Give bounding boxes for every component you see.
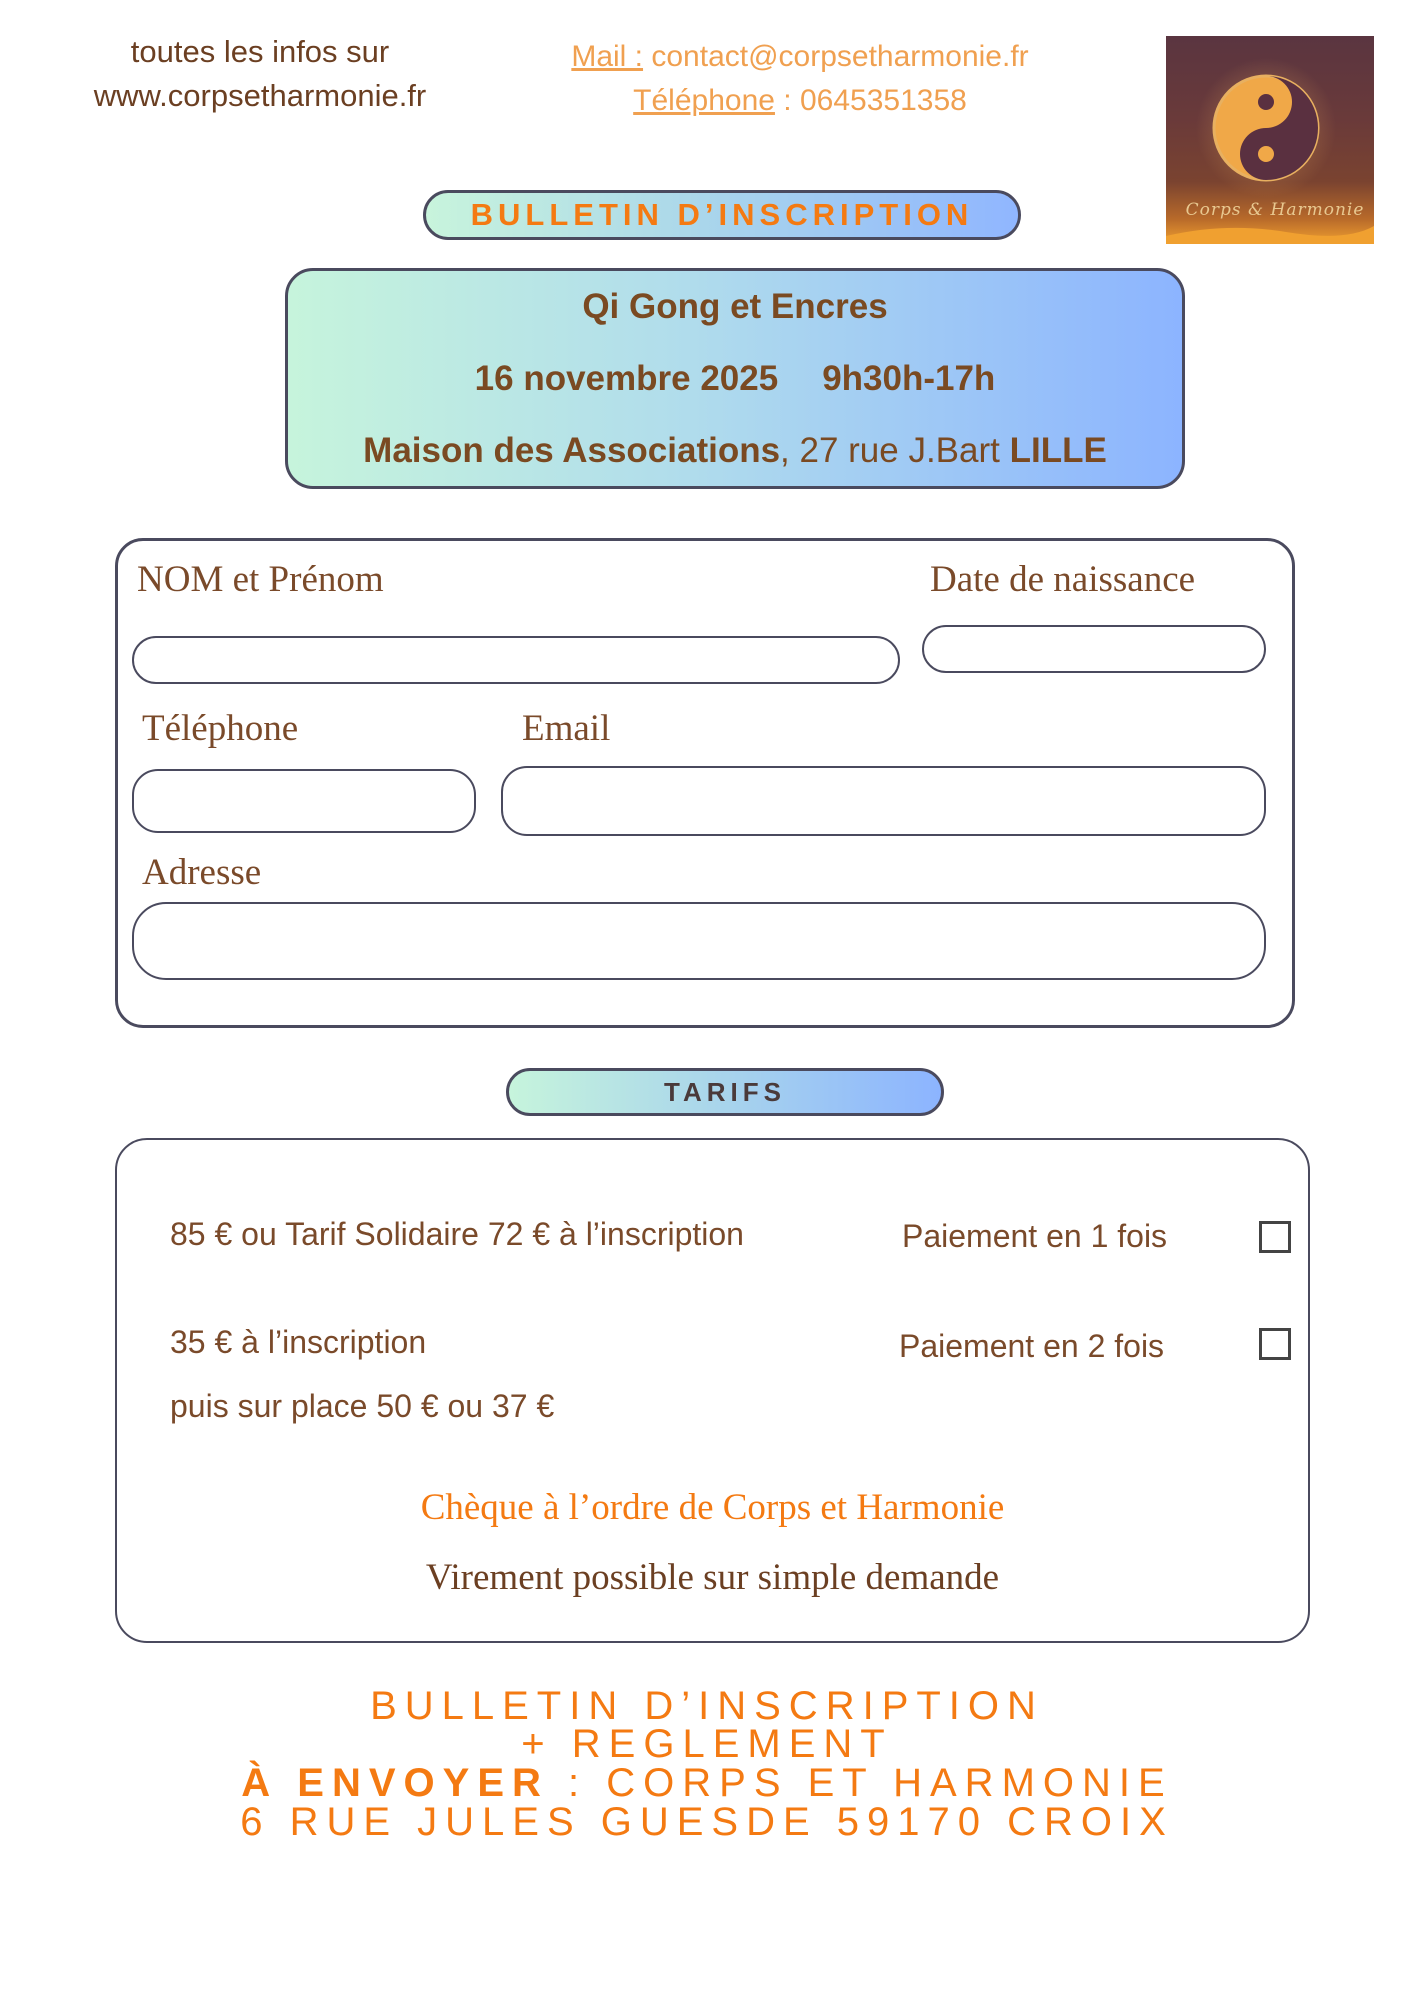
event-info-box: [285, 268, 1185, 489]
event-venue: Maison des Associations: [363, 431, 781, 470]
phone-line: [490, 84, 1110, 118]
mail-value[interactable]: contact@corpsetharmonie.fr: [643, 40, 1029, 73]
event-time: 9h30h-17h: [822, 359, 996, 398]
mail-line: [490, 40, 1110, 74]
email-input[interactable]: [501, 766, 1266, 836]
event-date: 16 novembre 2025: [474, 359, 779, 398]
address-label: Adresse: [142, 852, 262, 893]
footer-recipient: : CORPS ET HARMONIE: [548, 1761, 1173, 1805]
option1-price: 85 € ou Tarif Solidaire 72 € à l’inscription: [170, 1216, 744, 1252]
birth-date-input[interactable]: [922, 625, 1266, 673]
phone-field-label: Téléphone: [142, 708, 299, 749]
event-city: LILLE: [1009, 431, 1107, 470]
footer-line-3: [0, 1763, 1414, 1803]
website-link[interactable]: www.corpsetharmonie.fr: [93, 78, 427, 113]
footer-line-1: BULLETIN D’INSCRIPTION: [370, 1684, 1044, 1728]
payment-once-checkbox[interactable]: [1259, 1221, 1291, 1253]
virement-note: Virement possible sur simple demande: [425, 1557, 1000, 1598]
page-title: BULLETIN D’INSCRIPTION: [423, 190, 1021, 240]
phone-value: : 0645351358: [774, 84, 967, 117]
option2-label: Paiement en 2 fois: [899, 1328, 1165, 1364]
email-label: Email: [522, 708, 611, 749]
option1-label: Paiement en 1 fois: [902, 1218, 1168, 1254]
footer-address: 6 RUE JULES GUESDE 59170 CROIX: [240, 1800, 1174, 1844]
event-datetime: [288, 359, 1182, 399]
tarifs-title: TARIFS: [506, 1068, 944, 1116]
phone-label: Téléphone: [633, 84, 775, 117]
logo-text: Corps & Harmonie: [1185, 200, 1365, 220]
name-input[interactable]: [132, 636, 900, 684]
cheque-note: Chèque à l’ordre de Corps et Harmonie: [420, 1487, 1005, 1528]
corps-harmonie-logo: [1166, 36, 1374, 244]
address-input[interactable]: [132, 902, 1266, 980]
birth-date-label: Date de naissance: [930, 559, 1196, 600]
option2-price-line2: puis sur place 50 € ou 37 €: [170, 1388, 555, 1424]
option2-price-line1: 35 € à l’inscription: [170, 1324, 427, 1360]
event-name: Qi Gong et Encres: [582, 287, 888, 326]
info-line-1: toutes les infos sur: [130, 34, 390, 69]
name-label: NOM et Prénom: [137, 559, 384, 600]
phone-input[interactable]: [132, 769, 476, 833]
event-location: [288, 431, 1182, 471]
footer-send-label: À ENVOYER: [241, 1761, 549, 1805]
footer-line-2: + REGLEMENT: [521, 1722, 893, 1766]
mail-label: Mail :: [571, 40, 644, 73]
payment-twice-checkbox[interactable]: [1259, 1328, 1291, 1360]
event-address: , 27 rue J.Bart: [780, 431, 1010, 470]
